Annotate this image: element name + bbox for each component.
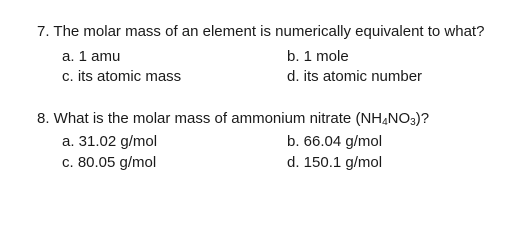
question-8-option-b: b. 66.04 g/mol <box>287 133 383 150</box>
formula-subscript-3: 3 <box>410 117 416 128</box>
question-7-option-c: c. its atomic mass <box>62 68 182 85</box>
question-8-stem-end: )? <box>415 110 430 127</box>
formula-subscript-4: 4 <box>382 117 388 128</box>
question-8-option-a: a. 31.02 g/mol <box>62 133 158 150</box>
question-8-stem-formula: NO <box>387 110 411 127</box>
question-8-option-c: c. 80.05 g/mol <box>62 154 157 171</box>
question-8-stem <box>37 111 429 126</box>
question-7-stem: 7. The molar mass of an element is numerically equivalent to what? <box>37 23 485 40</box>
question-7-option-d: d. its atomic number <box>287 68 423 85</box>
question-7-option-b: b. 1 mole <box>287 48 349 65</box>
question-7-option-a: a. 1 amu <box>62 48 121 65</box>
question-8-stem-text: 8. What is the molar mass of ammonium nitrate (NH <box>37 110 383 127</box>
question-8-option-d: d. 150.1 g/mol <box>287 154 383 171</box>
